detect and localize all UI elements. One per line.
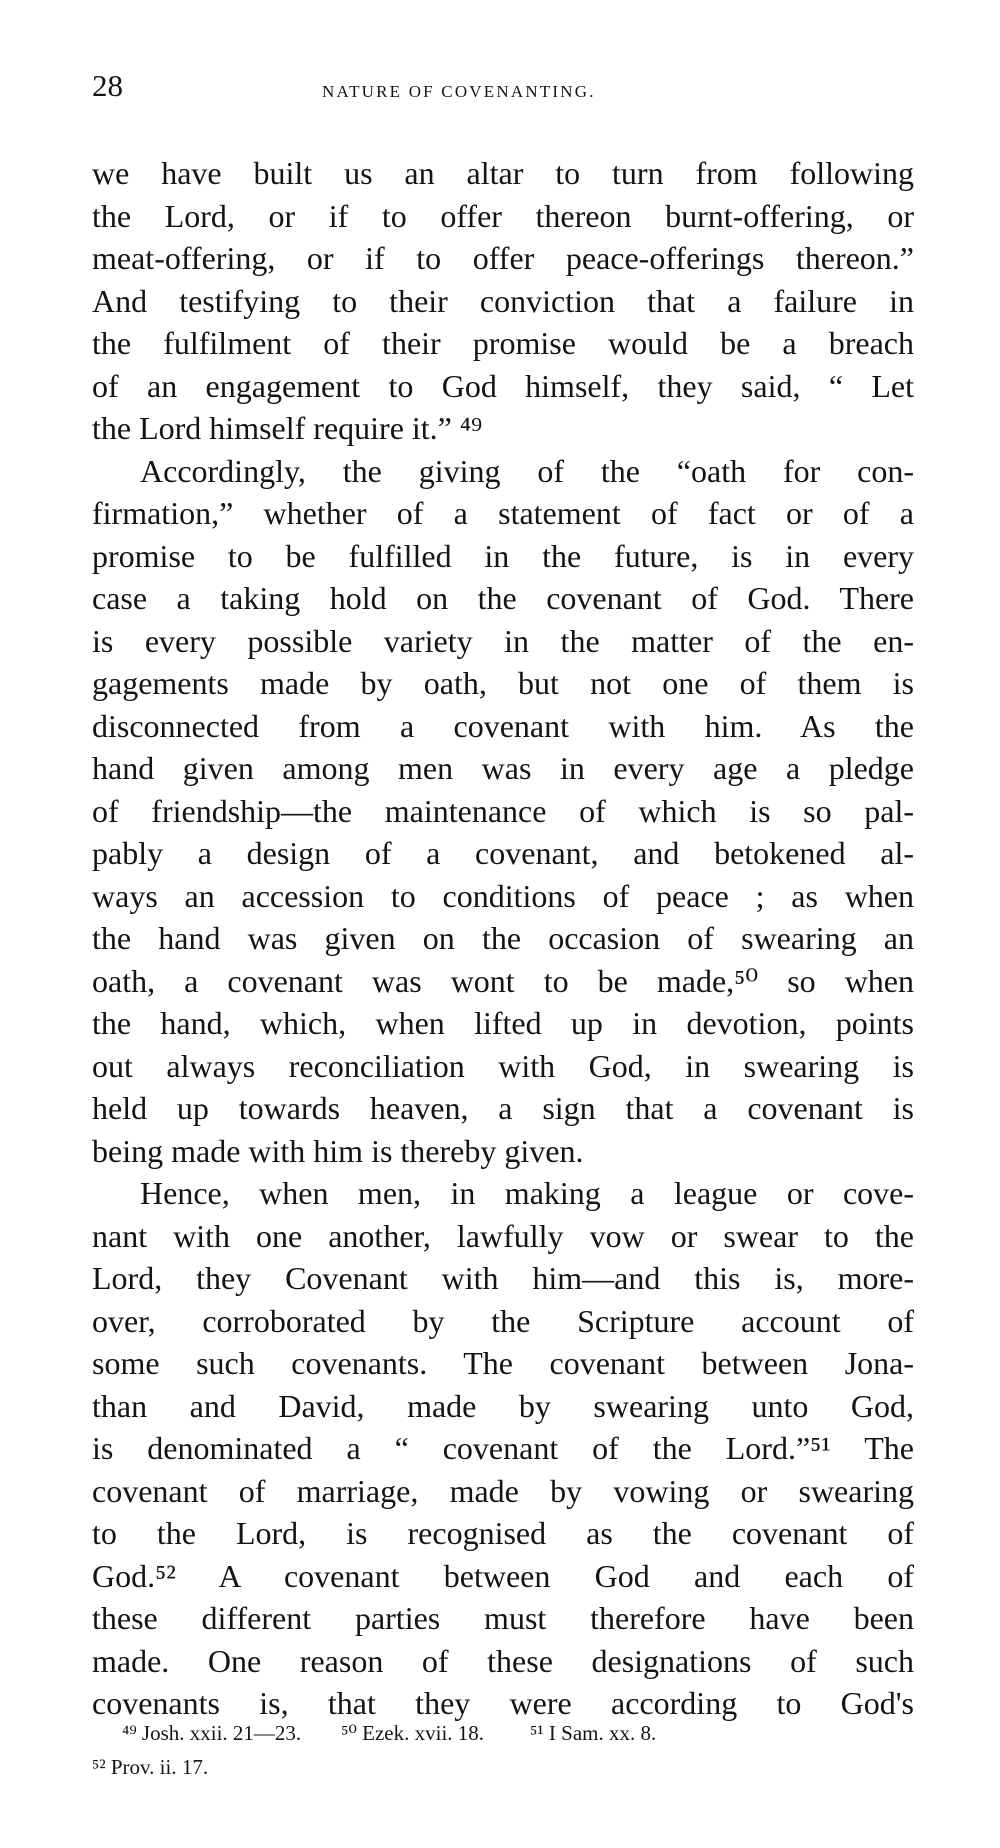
text-line: of friendship—the maintenance of which is so pal- xyxy=(92,792,914,829)
page-number: 28 xyxy=(92,68,123,103)
text-line: disconnected from a covenant with him. As the xyxy=(92,707,914,744)
text-line: promise to be fulfilled in the future, is in every xyxy=(92,537,914,574)
text-line: the Lord, or if to offer thereon burnt-offering, or xyxy=(92,197,914,234)
footnote-50: ⁵⁰ Ezek. xvii. 18. xyxy=(341,1721,485,1745)
text-line: over, corroborated by the Scripture account of xyxy=(92,1302,914,1339)
text-line: Lord, they Covenant with him—and this is, more- xyxy=(92,1260,914,1296)
text-line: the fulfilment of their promise would be a breach xyxy=(92,325,914,361)
footnote-line xyxy=(92,1716,914,1750)
text-line: the hand was given on the occasion of swearing an xyxy=(92,920,914,956)
text-line: gagements made by oath, but not one of them is xyxy=(92,665,914,701)
running-head xyxy=(92,68,910,108)
text-line: being made with him is thereby given. xyxy=(92,1132,584,1169)
text-line: God.⁵² A covenant between God and each of xyxy=(92,1557,914,1594)
text-line: firmation,” whether of a statement of fact or of a xyxy=(92,495,914,531)
text-line: covenant of marriage, made by vowing or swearing xyxy=(92,1472,914,1509)
text-line: of an engagement to God himself, they said, “ Let xyxy=(92,367,914,404)
text-line: the hand, which, when lifted up in devotion, points xyxy=(92,1005,914,1041)
text-line: case a taking hold on the covenant of God. There xyxy=(92,580,914,616)
text-line: out always reconciliation with God, in swearing is xyxy=(92,1047,914,1084)
text-line: some such covenants. The covenant between Jona- xyxy=(92,1345,914,1381)
text-line: covenants is, that they were according to God's xyxy=(92,1685,914,1721)
text-line: made. One reason of these designations of such xyxy=(92,1642,914,1679)
footnote-49: ⁴⁹ Josh. xxii. 21—23. xyxy=(122,1721,302,1745)
text-line: And testifying to their conviction that a failure in xyxy=(92,282,914,319)
text-line: oath, a covenant was wont to be made,⁵⁰ so when xyxy=(92,962,914,999)
text-line: held up towards heaven, a sign that a covenant is xyxy=(92,1090,914,1126)
text-line: these different parties must therefore have been xyxy=(92,1600,914,1636)
text-line: to the Lord, is recognised as the covenant of xyxy=(92,1515,914,1551)
footnotes xyxy=(92,1716,914,1784)
text-line: is denominated a “ covenant of the Lord.”⁵¹ The xyxy=(92,1430,914,1466)
text-line: Hence, when men, in making a league or cove- xyxy=(140,1175,914,1211)
text-line: ways an accession to conditions of peace ; as when xyxy=(92,877,914,914)
running-title: NATURE OF COVENANTING. xyxy=(322,82,596,101)
text-line: is every possible variety in the matter of the en- xyxy=(92,622,914,659)
text-line: pably a design of a covenant, and betokened al- xyxy=(92,835,914,871)
footnote-51: ⁵¹ I Sam. xx. 8. xyxy=(530,1721,657,1745)
text-line: hand given among men was in every age a pledge xyxy=(92,750,914,786)
text-line: than and David, made by swearing unto God, xyxy=(92,1387,914,1424)
footnote-52: ⁵² Prov. ii. 17. xyxy=(92,1755,209,1779)
footnote-line xyxy=(92,1750,914,1784)
text-line: nant with one another, lawfully vow or swear to the xyxy=(92,1217,914,1254)
text-line: the Lord himself require it.” ⁴⁹ xyxy=(92,410,483,446)
text-line: meat-offering, or if to offer peace-offerings thereon.” xyxy=(92,240,914,276)
text-line: Accordingly, the giving of the “oath for con- xyxy=(140,452,914,489)
body-text xyxy=(92,152,914,1725)
text-line: we have built us an altar to turn from following xyxy=(92,155,914,191)
